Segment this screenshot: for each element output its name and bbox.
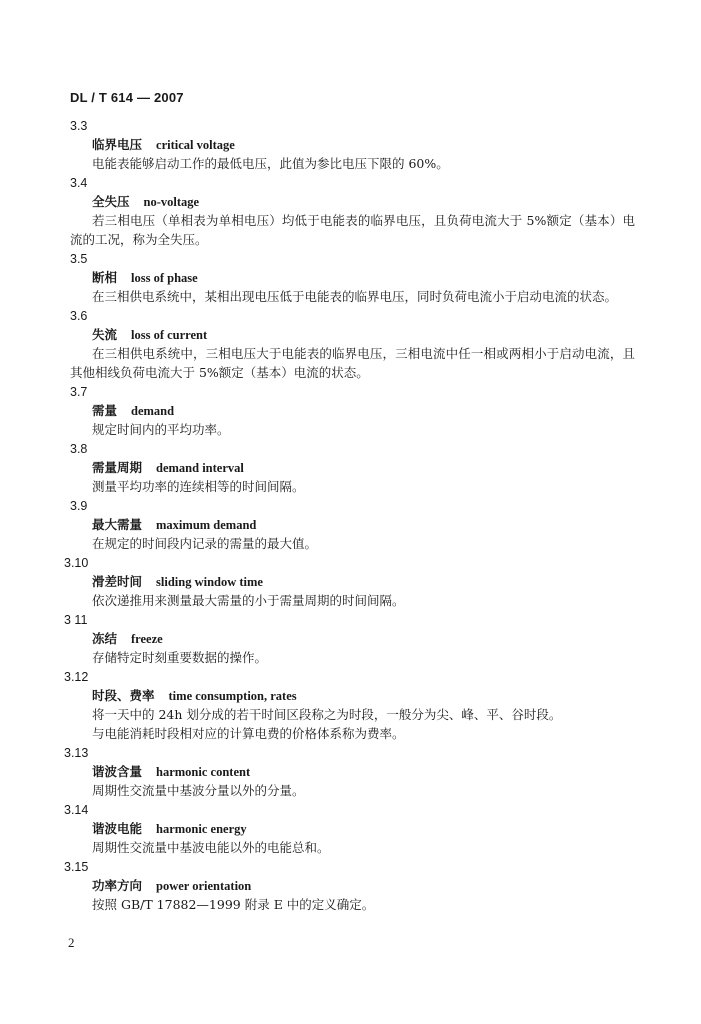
definition-text: 周期性交流量中基波电能以外的电能总和。 — [92, 840, 330, 855]
definition-text: 在规定的时间段内记录的需量的最大值。 — [92, 536, 318, 551]
clause-number: 3.13 — [64, 746, 89, 760]
definition-text: 将一天中的 24h 划分成的若干时间区段称之为时段，一般分为尖、峰、平、谷时段。 — [92, 707, 562, 722]
definitions-list — [0, 116, 701, 914]
term — [92, 192, 701, 211]
term-en: no-voltage — [143, 195, 200, 209]
term — [92, 458, 701, 477]
term-zh: 谐波电能 — [92, 821, 143, 836]
definition-entry — [0, 307, 701, 382]
clause-number: 3.7 — [70, 385, 88, 399]
term-en: loss of current — [131, 328, 208, 342]
term-zh: 时段、费率 — [92, 688, 155, 703]
term-en: demand interval — [156, 461, 244, 475]
definition-text: 在三相供电系统中，三相电压大于电能表的临界电压，三相电流中任一相或两相小于启动电流，且其他相线负荷电流大于 5%额定（基本）电流的状态。 — [70, 346, 635, 380]
term-zh: 功率方向 — [92, 878, 143, 893]
clause-number: 3.14 — [64, 803, 89, 817]
definition-entry — [0, 497, 701, 553]
definition-text: 按照 GB/T 17882—1999 附录 E 中的定义确定。 — [92, 897, 375, 912]
clause-number: 3.5 — [70, 252, 88, 266]
definition-text: 与电能消耗时段相对应的计算电费的价格体系称为费率。 — [92, 726, 405, 741]
definition-entry — [0, 174, 701, 249]
term-en: harmonic content — [156, 765, 251, 779]
definition-text: 测量平均功率的连续相等的时间间隔。 — [92, 479, 305, 494]
term — [92, 876, 701, 895]
clause-number: 3 11 — [64, 613, 88, 627]
definition-entry — [0, 858, 701, 914]
clause-number: 3.4 — [70, 176, 88, 190]
clause-number: 3.15 — [64, 860, 89, 874]
definition-text: 电能表能够启动工作的最低电压，此值为参比电压下限的 60%。 — [92, 156, 449, 171]
definition-text: 在三相供电系统中，某相出现电压低于电能表的临界电压，同时负荷电流小于启动电流的状态。 — [92, 289, 618, 304]
term-zh: 全失压 — [92, 194, 130, 209]
term — [92, 268, 701, 287]
definition-text: 周期性交流量中基波分量以外的分量。 — [92, 783, 305, 798]
term-zh: 需量周期 — [92, 460, 143, 475]
clause-number: 3.9 — [70, 499, 88, 513]
term — [92, 135, 701, 154]
clause-number: 3.6 — [70, 309, 88, 323]
definition-entry — [0, 554, 701, 610]
term-en: demand — [131, 404, 175, 418]
term-zh: 最大需量 — [92, 517, 143, 532]
term-en: power orientation — [156, 879, 252, 893]
definition-text: 规定时间内的平均功率。 — [92, 422, 230, 437]
term-zh: 临界电压 — [92, 137, 143, 152]
clause-number: 3.10 — [64, 556, 89, 570]
term-zh: 谐波含量 — [92, 764, 143, 779]
term-en: time consumption, rates — [168, 689, 297, 703]
term — [92, 629, 701, 648]
clause-number: 3.12 — [64, 670, 89, 684]
definition-entry — [0, 383, 701, 439]
term — [92, 572, 701, 591]
definition-text: 存储特定时刻重要数据的操作。 — [92, 650, 268, 665]
definition-entry — [0, 250, 701, 306]
definition-entry — [0, 744, 701, 800]
term-en: freeze — [131, 632, 163, 646]
term-zh: 断相 — [92, 270, 118, 285]
term-en: loss of phase — [131, 271, 198, 285]
term — [92, 819, 701, 838]
term-en: harmonic energy — [156, 822, 247, 836]
term — [92, 325, 701, 344]
term-zh: 冻结 — [92, 631, 118, 646]
term — [92, 762, 701, 781]
definition-entry — [0, 440, 701, 496]
term-zh: 滑差时间 — [92, 574, 143, 589]
definition-entry — [0, 611, 701, 667]
page-number: 2 — [68, 935, 75, 950]
term — [92, 686, 701, 705]
clause-number: 3.8 — [70, 442, 88, 456]
standard-header: DL / T 614 — 2007 — [70, 90, 184, 105]
term-zh: 失流 — [92, 327, 118, 342]
definition-text: 依次递推用来测量最大需量的小于需量周期的时间间隔。 — [92, 593, 405, 608]
definition-text: 若三相电压（单相表为单相电压）均低于电能表的临界电压，且负荷电流大于 5%额定（基本）电流的工况，称为全失压。 — [70, 213, 635, 247]
term-zh: 需量 — [92, 403, 118, 418]
definition-entry — [0, 668, 701, 743]
term-en: sliding window time — [156, 575, 263, 589]
term — [92, 515, 701, 534]
term — [92, 401, 701, 420]
definition-entry — [0, 801, 701, 857]
term-en: critical voltage — [156, 138, 235, 152]
clause-number: 3.3 — [70, 119, 88, 133]
term-en: maximum demand — [156, 518, 257, 532]
definition-entry — [0, 117, 701, 173]
